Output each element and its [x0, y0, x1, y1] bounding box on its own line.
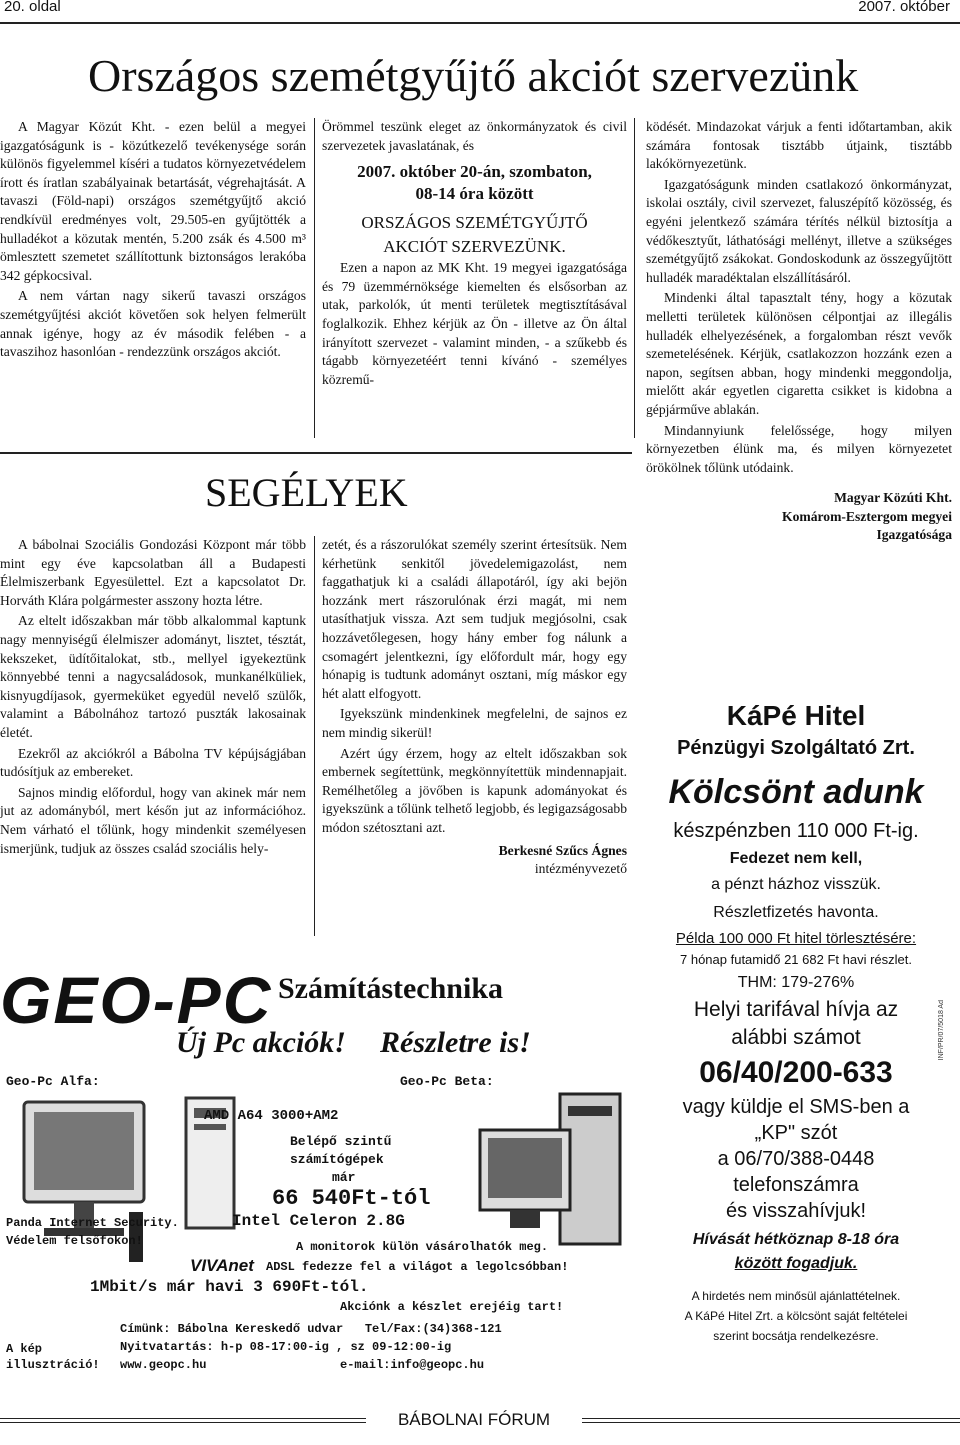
event-time: 08-14 óra között — [415, 184, 534, 204]
geopc-panda-2: Védelem felsőfokon! — [6, 1234, 143, 1248]
kape-line-8: vagy küldje el SMS-ben a — [682, 1096, 910, 1118]
geopc-logo: GEO-PC — [0, 963, 273, 1037]
vivanet-logo: VIVAnet — [190, 1256, 254, 1275]
paragraph: ködését. Mindazokat várjuk a fenti időtartamban, akik számára fontosak tisztább útjaink, tisztább lakókörnyezetünk. — [646, 119, 952, 172]
article-title: Országos szemétgyűjtő akciót szervezünk — [88, 50, 859, 101]
segelyek-title: SEGÉLYEK — [205, 470, 408, 515]
kape-line-9: „KP" szót — [754, 1122, 838, 1144]
kape-line-17: szerint bocsátja rendelkezésre. — [713, 1329, 879, 1343]
column-divider — [314, 536, 315, 936]
event-title-line-1: ORSZÁGOS SZEMÉTGYŰJTŐ — [361, 213, 588, 233]
article2-column-2 — [322, 536, 627, 879]
footer-rule-right — [582, 1418, 960, 1419]
kape-line-15: A hirdetés nem minősül ajánlattételnek. — [691, 1289, 901, 1303]
signature-line-2: Komárom-Esztergom megyei — [782, 508, 952, 524]
kape-line-3: Részletfizetés havonta. — [713, 904, 879, 921]
geopc-address: Címünk: Bábolna Kereskedő udvar Tel/Fax:(34)368-121 — [120, 1322, 502, 1336]
paragraph: Igyekszünk mindenkinek megfelelni, de sajnos ez nem mindig sikerül! — [322, 706, 627, 740]
geopc-panda-1: Panda Internet Security. — [6, 1216, 179, 1230]
geopc-stock-note: Akciónk a készlet erejéig tart! — [340, 1300, 564, 1314]
signature-line-3: Igazgatósága — [876, 527, 952, 543]
geopc-beta-label: Geo-Pc Beta: — [400, 1074, 494, 1089]
kape-phone[interactable]: 06/40/200-633 — [699, 1056, 893, 1089]
segelyek-signature-role: intézményvezető — [534, 861, 627, 877]
geopc-entry-1: Belépő szintű — [290, 1134, 392, 1149]
paragraph: A nem vártan nagy sikerű tavaszi országos szemétgyűjtési akciót követően sok helyen felmerült annak igénye, hogy az év második felében - a tavaszihoz hasonlóan - rendezzünk országos akciót. — [0, 288, 306, 360]
geopc-hours: Nyitvatartás: h-p 08-17:00-ig , sz 09-12:00-ig — [120, 1340, 452, 1354]
paragraph: Az eltelt időszakban már több alkalommal kaptunk nagy mennyiségű élelmiszer adományt, lisztet, tésztát, kekszeket, üdítőitalokat, stb., mellyel igyekeztünk könnyebbé tenni a nagycsaládosok, munkanélküliek, kisnyugdíjasok, gyermeküket egyedül nevelő szülők, valamint a Bábolnához tartozó puszták lakosainak életét. — [0, 613, 306, 740]
paragraph: Mindannyiunk felelőssége, hogy milyen környezetben élünk ma, és milyen környezetet örökölnek tőlünk utódaink. — [646, 422, 952, 475]
kape-thm: THM: 179-276% — [737, 974, 855, 991]
paragraph: Sajnos mindig előfordul, hogy van akinek már nem jut az adományból, mert későn jut az információhoz. Nem várható el tőlünk, hogy mindenkit személyesen ismerjünk, tudjuk az összes család szociális hely- — [0, 784, 306, 856]
geopc-monitor-note: A monitorok külön vásárolhatók meg. — [296, 1240, 549, 1254]
kape-line-1: Fedezet nem kell, — [729, 850, 863, 867]
kape-line-14: között fogadjuk. — [734, 1255, 858, 1272]
kape-line-5: 7 hónap futamidő 21 682 Ft havi részlet. — [680, 952, 912, 967]
kape-line-12: és visszahívjuk! — [725, 1200, 867, 1222]
paragraph: Azért úgy érzem, hogy az eltelt időszakban sok embernek segítettünk, megkönnyítettük mindennapjait. Remélhetőleg a jövőben is kapunk adományokat és igyekszünk a tőlünk telhető legjobb, és legigazságosabb módon szétosztani azt. — [322, 745, 627, 835]
geopc-alfa-label: Geo-Pc Alfa: — [6, 1074, 100, 1089]
geopc-email[interactable]: e-mail:info@geopc.hu — [340, 1358, 485, 1372]
kape-subtitle: Pénzügyi Szolgáltató Zrt. — [677, 737, 915, 759]
geopc-price: 66 540Ft-tól — [272, 1186, 431, 1211]
geopc-ad — [0, 960, 632, 1410]
vivanet-text: ADSL fedezze fel a világot a legolcsóbban! — [266, 1260, 569, 1274]
paragraph: A Magyar Közút Kht. - ezen belül a megyei igazgatóságunk is - közútkezelő tevékenysége során különös figyelemmel kíséri a tudatos környezetvédelem írott és íratlan szabályainak betartását, végrehajtását. A tavaszi (Föld-napi) országos szemétgyűjtő akció rendkívül eredményes volt, 29.505-en gyűjtötték a hulladékot a közutak mentén, 5.200 zsák és 4.500 m³ ömlesztett szemetet szállítottunk biztonságos lerakóba 342 gépkocsival. — [0, 119, 306, 283]
kape-cash: készpénzben 110 000 Ft-ig. — [673, 820, 919, 842]
kape-hitel-ad — [648, 698, 944, 1392]
issue-date: 2007. október — [858, 0, 950, 15]
event-title-line-2: AKCIÓT SZERVEZÜNK. — [383, 237, 566, 257]
vivanet-price: 1Mbit/s már havi 3 690Ft-tól. — [90, 1278, 369, 1296]
geopc-cpu: AMD A64 3000+AM2 — [204, 1108, 339, 1124]
footer-rule-left — [0, 1418, 366, 1419]
kape-line-10: a 06/70/388-0448 — [717, 1148, 875, 1170]
kape-line-16: A KáPé Hitel Zrt. a kölcsönt saját feltételei — [684, 1309, 908, 1323]
kape-name: KáPé Hitel — [726, 700, 866, 731]
beta-pc-illustration — [470, 1090, 630, 1260]
column-divider — [634, 118, 635, 438]
paragraph: Ezekről az akciókról a Bábolna TV képújságjában tudósítjuk az embereket. — [0, 745, 306, 780]
paragraph: A bábolnai Szociális Gondozási Központ már több mint egy éve kapcsolatban áll a Budapesti Élelmiszerbank Egyesülettel. Ezt a kapcsolatot Dr. Horváth Klára polgármester asszony hozta létre. — [0, 537, 306, 608]
kape-line-2: a pénzt házhoz visszük. — [711, 876, 881, 893]
kape-line-11: telefonszámra — [733, 1174, 859, 1196]
paragraph: Örömmel teszünk eleget az önkormányzatok és civil szervezetek javaslatának, és — [322, 119, 627, 153]
section-rule — [0, 452, 632, 454]
event-date: 2007. október 20-án, szombaton, — [357, 162, 592, 182]
geopc-website[interactable]: www.geopc.hu — [120, 1358, 207, 1372]
paragraph: Ezen a napon az MK Kht. 19 megyei igazgatósága és 79 üzemmérnöksége kiemelten és elsősorban az utak, parkolók, út menti területek megtisztításával foglalkozik. Ehhez kérjük az Ön - illetve az Ön által irányított szervezet - valamint minden, - a szűkebb és tágabb környezetéért tenni kívánó - személyes közremű- — [322, 260, 627, 387]
geopc-entry-3: már — [332, 1170, 356, 1185]
article2-column-1 — [0, 536, 306, 860]
paragraph: Mindenki által tapasztalt tény, hogy a közutak melletti területek különösen célpontjai az illegális hulladék elhelyezésének, a forgalomban részt vevők szemetelésének. Kérjük, csatlakozzon hozzánk ezen a napon, segítsen abban, hogy mindenki meggondolja, mielőtt akár egyetlen cigaretta csikket is kidobna a gépjárműve ablakán. — [646, 290, 952, 417]
article1-column-1 — [0, 118, 306, 364]
kape-line-6: Helyi tarifával hívja az — [693, 998, 899, 1021]
paragraph: Igazgatóságunk minden csatlakozó önkormányzat, iskolai osztály, civil szervezet, faluszépítő közösség, és egyéni jelentkező számára térítés nélkül biztosítja a védőkesztyűt, láthatósági mellényt, illetve a szükséges szemétgyűjtő zsákokat. Gondoskodunk az összegyűjtött hulladék maradéktalan elszállításáról. — [646, 176, 952, 285]
footer-rule-right-2 — [582, 1422, 960, 1423]
geopc-headline: Számítástechnika — [278, 972, 503, 1005]
geopc-entry-2: számítógépek — [290, 1152, 384, 1167]
kape-line-4: Példa 100 000 Ft hitel törlesztésére: — [675, 930, 917, 947]
footer-title: BÁBOLNAI FÓRUM — [397, 1410, 551, 1429]
article1-column-2 — [322, 118, 627, 391]
geopc-celeron: Intel Celeron 2.8G — [232, 1212, 405, 1230]
kape-loan-headline: Kölcsönt adunk — [668, 773, 924, 811]
column-divider — [314, 118, 315, 438]
signature-line-1: Magyar Közúti Kht. — [834, 490, 952, 506]
geopc-slogan-2: Részletre is! — [380, 1026, 531, 1059]
paragraph: zetét, és a rászorulókat személy szerint értesítsük. Nem kérhetünk senkitől jövedelemigazolást, nem faggathatjuk ki a családi állapotáról, így aki bejön hozzánk mert rászorulónak érzi magát, mi nem utasíthatjuk vissza. Azt sem tudjuk megjósolni, csak hozzávetőlegesen, hogy hány ember fog nálunk a csomagért jelentkezni, így előfordult már, hogy egy hónapig is tudtunk adományt osztani, míg máskor egy hét alatt elfogyott. — [322, 537, 627, 701]
kape-side-code: INF/PR/07/5018 Ad — [938, 1000, 945, 1061]
kape-line-13: Hívását hétköznap 8-18 óra — [692, 1231, 900, 1248]
footer-rule-left-2 — [0, 1422, 366, 1423]
geopc-illustration-note-2: illusztráció! — [6, 1358, 100, 1372]
geopc-slogan-1: Új Pc akciók! — [176, 1026, 346, 1059]
kape-line-7: alábbi számot — [731, 1026, 861, 1049]
segelyek-signature: Berkesné Szűcs Ágnes — [498, 842, 627, 858]
geopc-illustration-note-1: A kép — [6, 1342, 43, 1356]
article1-column-3 — [646, 118, 952, 545]
page-number: 20. oldal — [4, 0, 61, 15]
header-rule — [0, 22, 960, 24]
